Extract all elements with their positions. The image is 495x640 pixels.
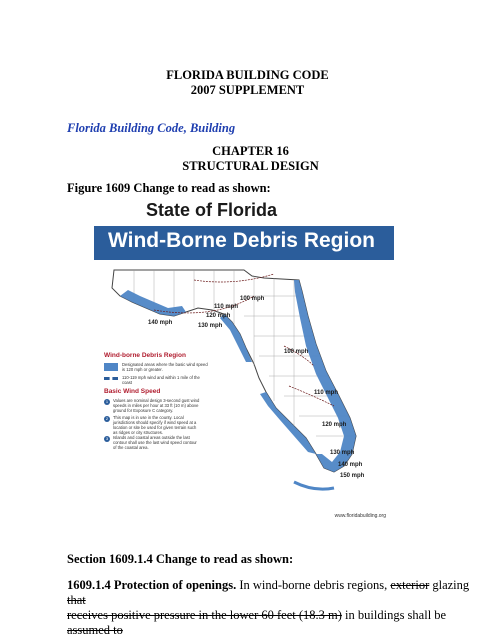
legend-region-item1: Designated areas where the basic wind speed is 120 mph or greater. <box>122 362 208 372</box>
wind-label-110-north: 110 mph <box>214 304 239 310</box>
para-strike-that: that <box>67 593 86 607</box>
note-bullet-3: 3 <box>105 436 109 441</box>
map-title-region: Wind-Borne Debris Region <box>108 229 375 252</box>
wind-label-100-central: 100 mph <box>284 349 309 355</box>
wind-label-130-south: 130 mph <box>330 450 355 456</box>
para-text-1: In wind-borne debris regions, <box>236 578 391 592</box>
para-strike-assumed: assumed to <box>67 623 123 637</box>
legend-speed-note-3: Islands and coastal areas outside the last contour shall use the last wind speed contour of the coastal area. <box>113 435 197 450</box>
para-label: 1609.1.4 Protection of openings. <box>67 578 237 592</box>
legend-region-item2: 110-119 mph wind and within 1 mile of the coast <box>122 375 200 385</box>
legend-speed-note-1: Values are nominal design 3-second gust wind speeds in miles per hour at 33 ft (10 m) above ground for Exposure C category. <box>113 398 200 413</box>
para-text-3: in buildings shall be <box>341 608 447 622</box>
doc-heading-line2: 2007 SUPPLEMENT <box>190 83 305 97</box>
wind-label-130-north: 130 mph <box>198 323 223 329</box>
wind-label-120-east: 120 mph <box>322 422 347 428</box>
wind-label-140-west: 140 mph <box>148 320 173 326</box>
para-text-2: glazing <box>429 578 470 592</box>
map-credit: www.floridabuilding.org <box>334 513 386 519</box>
subtitle-link[interactable]: Florida Building Code, Building <box>67 121 236 135</box>
wind-label-120-north: 120 mph <box>206 313 231 319</box>
florida-keys <box>294 482 334 489</box>
chapter-number: CHAPTER 16 <box>212 144 289 158</box>
note-bullet-2: 2 <box>105 416 109 421</box>
para-strike-exterior: exterior <box>390 578 430 592</box>
section-paragraph <box>67 578 487 638</box>
florida-map-svg <box>94 196 394 524</box>
legend-region-title: Wind-borne Debris Region <box>104 352 186 359</box>
section-instruction: Section 1609.1.4 Change to read as shown: <box>67 552 294 566</box>
chapter-title: STRUCTURAL DESIGN <box>182 159 319 173</box>
wind-label-100-north: 100 mph <box>240 296 265 302</box>
legend-swatch-solid <box>104 363 118 371</box>
wind-label-150-south: 150 mph <box>340 473 365 479</box>
figure-instruction: Figure 1609 Change to read as shown: <box>67 181 271 195</box>
wind-label-110-east: 110 mph <box>314 390 339 396</box>
para-strike-receives: receives positive pressure in the lower 60 feet (18.3 m) <box>67 608 342 622</box>
wind-debris-map-figure <box>94 196 394 524</box>
map-title-state: State of Florida <box>146 200 278 220</box>
wind-label-140-south: 140 mph <box>338 462 363 468</box>
legend-speed-note-2: This map is in use in the county. Local jurisdictions should specify if wind speed at a location or site be used for given terrain such as ridges or city structures. <box>113 415 197 435</box>
legend-swatch-dashed <box>104 377 118 383</box>
legend-speed-title: Basic Wind Speed <box>104 388 161 395</box>
note-bullet-1: 1 <box>105 399 109 404</box>
doc-heading-line1: FLORIDA BUILDING CODE <box>166 68 329 82</box>
